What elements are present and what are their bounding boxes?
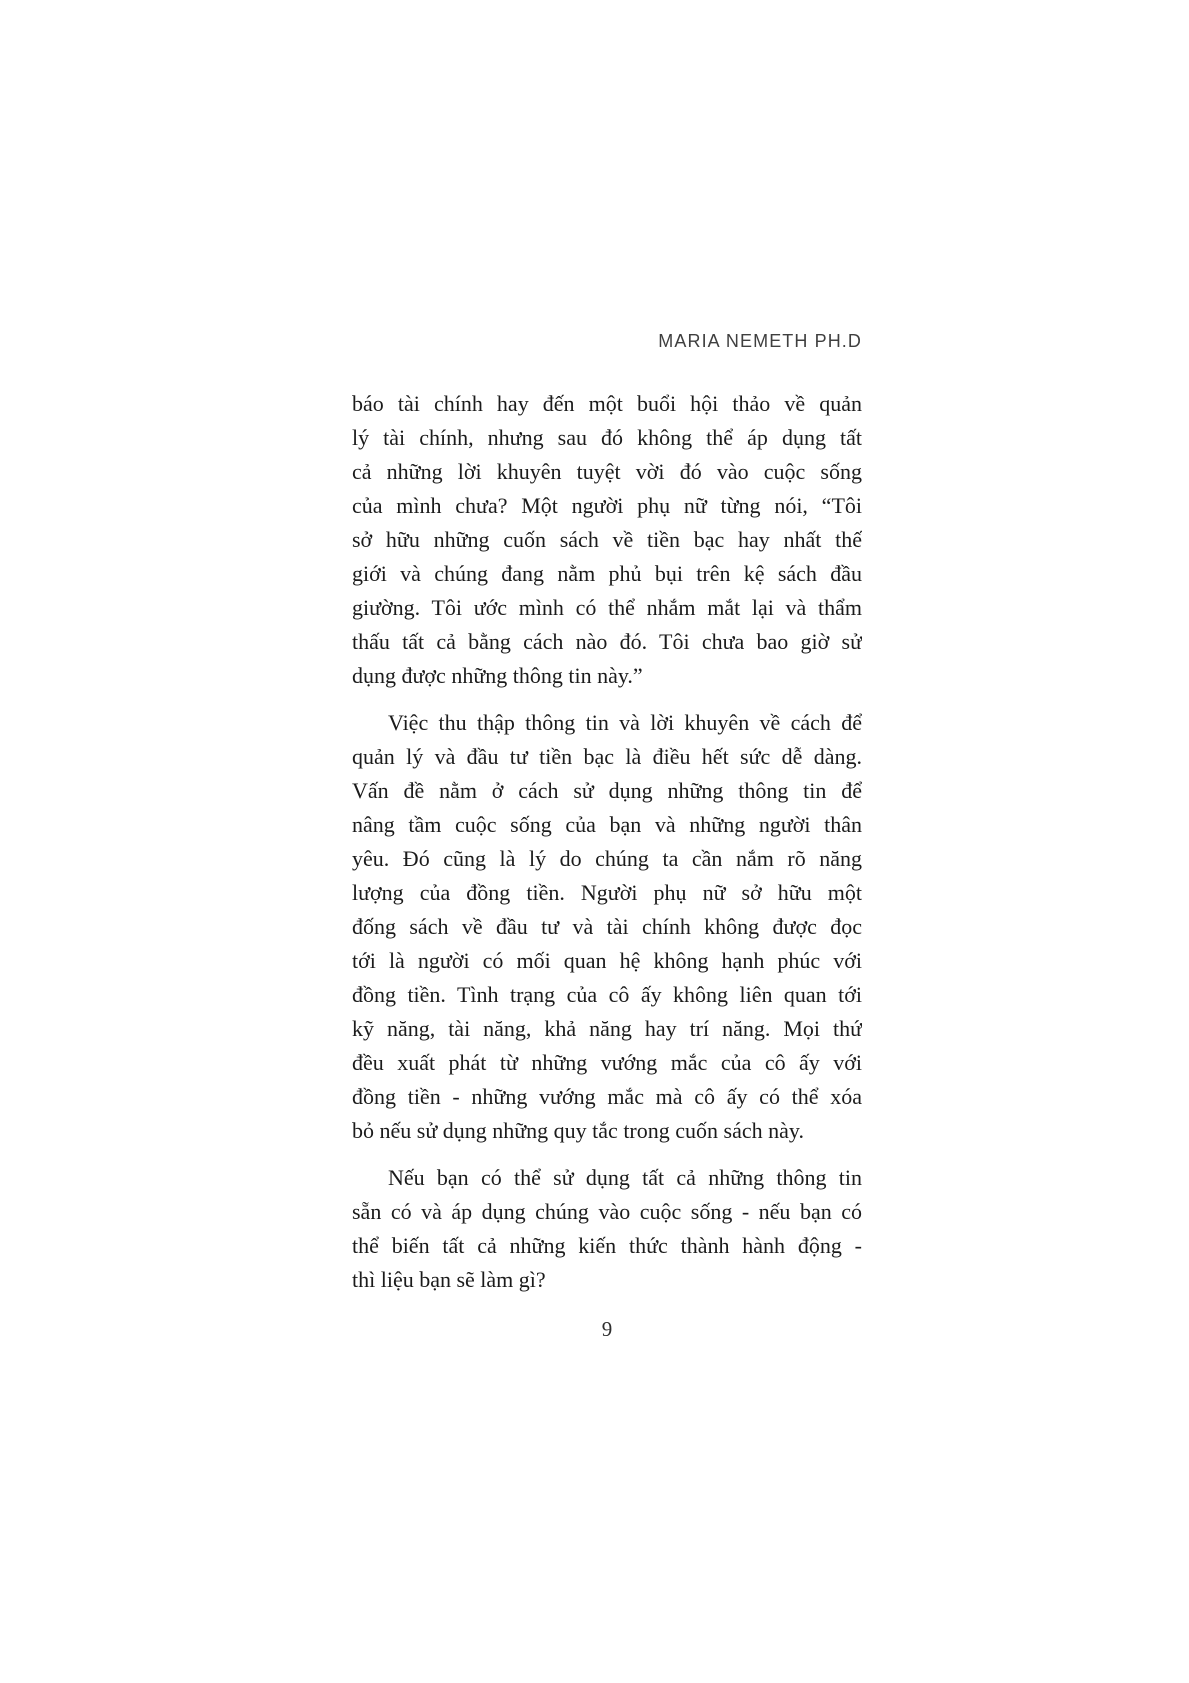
text-line: bỏ nếu sử dụng những quy tắc trong cuốn sách này.: [352, 1118, 804, 1143]
paragraph: [352, 387, 862, 693]
text-line: đều xuất phát từ những vướng mắc của cô ấy với: [352, 1050, 862, 1075]
paragraph: [352, 1161, 862, 1297]
text-line: kỹ năng, tài năng, khả năng hay trí năng. Mọi thứ: [352, 1016, 862, 1041]
text-line: lý tài chính, nhưng sau đó không thể áp dụng tất: [352, 425, 862, 450]
text-line: cả những lời khuyên tuyệt vời đó vào cuộc sống: [352, 459, 862, 484]
text-line: đồng tiền - những vướng mắc mà cô ấy có thể xóa: [352, 1084, 862, 1109]
text-line: của mình chưa? Một người phụ nữ từng nói, “Tôi: [352, 493, 862, 518]
text-line: giới và chúng đang nằm phủ bụi trên kệ sách đầu: [352, 561, 862, 586]
text-line: báo tài chính hay đến một buổi hội thảo về quản: [352, 391, 862, 416]
text-line: sẵn có và áp dụng chúng vào cuộc sống - nếu bạn có: [352, 1199, 862, 1224]
text-line: dụng được những thông tin này.”: [352, 663, 643, 688]
text-line: sở hữu những cuốn sách về tiền bạc hay nhất thế: [352, 527, 862, 552]
text-line: đống sách về đầu tư và tài chính không được đọc: [352, 914, 862, 939]
text-line: tới là người có mối quan hệ không hạnh phúc với: [352, 948, 862, 973]
text-line: thể biến tất cả những kiến thức thành hành động -: [352, 1233, 862, 1258]
text-line: quản lý và đầu tư tiền bạc là điều hết sức dễ dàng.: [352, 744, 862, 769]
text-line: giường. Tôi ước mình có thể nhắm mắt lại và thẩm: [352, 595, 862, 620]
body-text-block: [352, 387, 862, 1297]
text-line: lượng của đồng tiền. Người phụ nữ sở hữu một: [352, 880, 862, 905]
text-line: thì liệu bạn sẽ làm gì?: [352, 1267, 546, 1292]
text-line: yêu. Đó cũng là lý do chúng ta cần nắm rõ năng: [352, 846, 862, 871]
text-line: Vấn đề nằm ở cách sử dụng những thông tin để: [352, 778, 862, 803]
text-line: đồng tiền. Tình trạng của cô ấy không liên quan tới: [352, 982, 862, 1007]
paragraph: [352, 706, 862, 1148]
text-line: Việc thu thập thông tin và lời khuyên về cách để: [388, 710, 862, 735]
page-number: 9: [601, 1317, 613, 1341]
text-line: thấu tất cả bằng cách nào đó. Tôi chưa bao giờ sử: [352, 629, 862, 654]
text-line: nâng tầm cuộc sống của bạn và những người thân: [352, 812, 862, 837]
running-header: MARIA NEMETH PH.D: [658, 331, 862, 351]
text-line: Nếu bạn có thể sử dụng tất cả những thông tin: [388, 1165, 862, 1190]
